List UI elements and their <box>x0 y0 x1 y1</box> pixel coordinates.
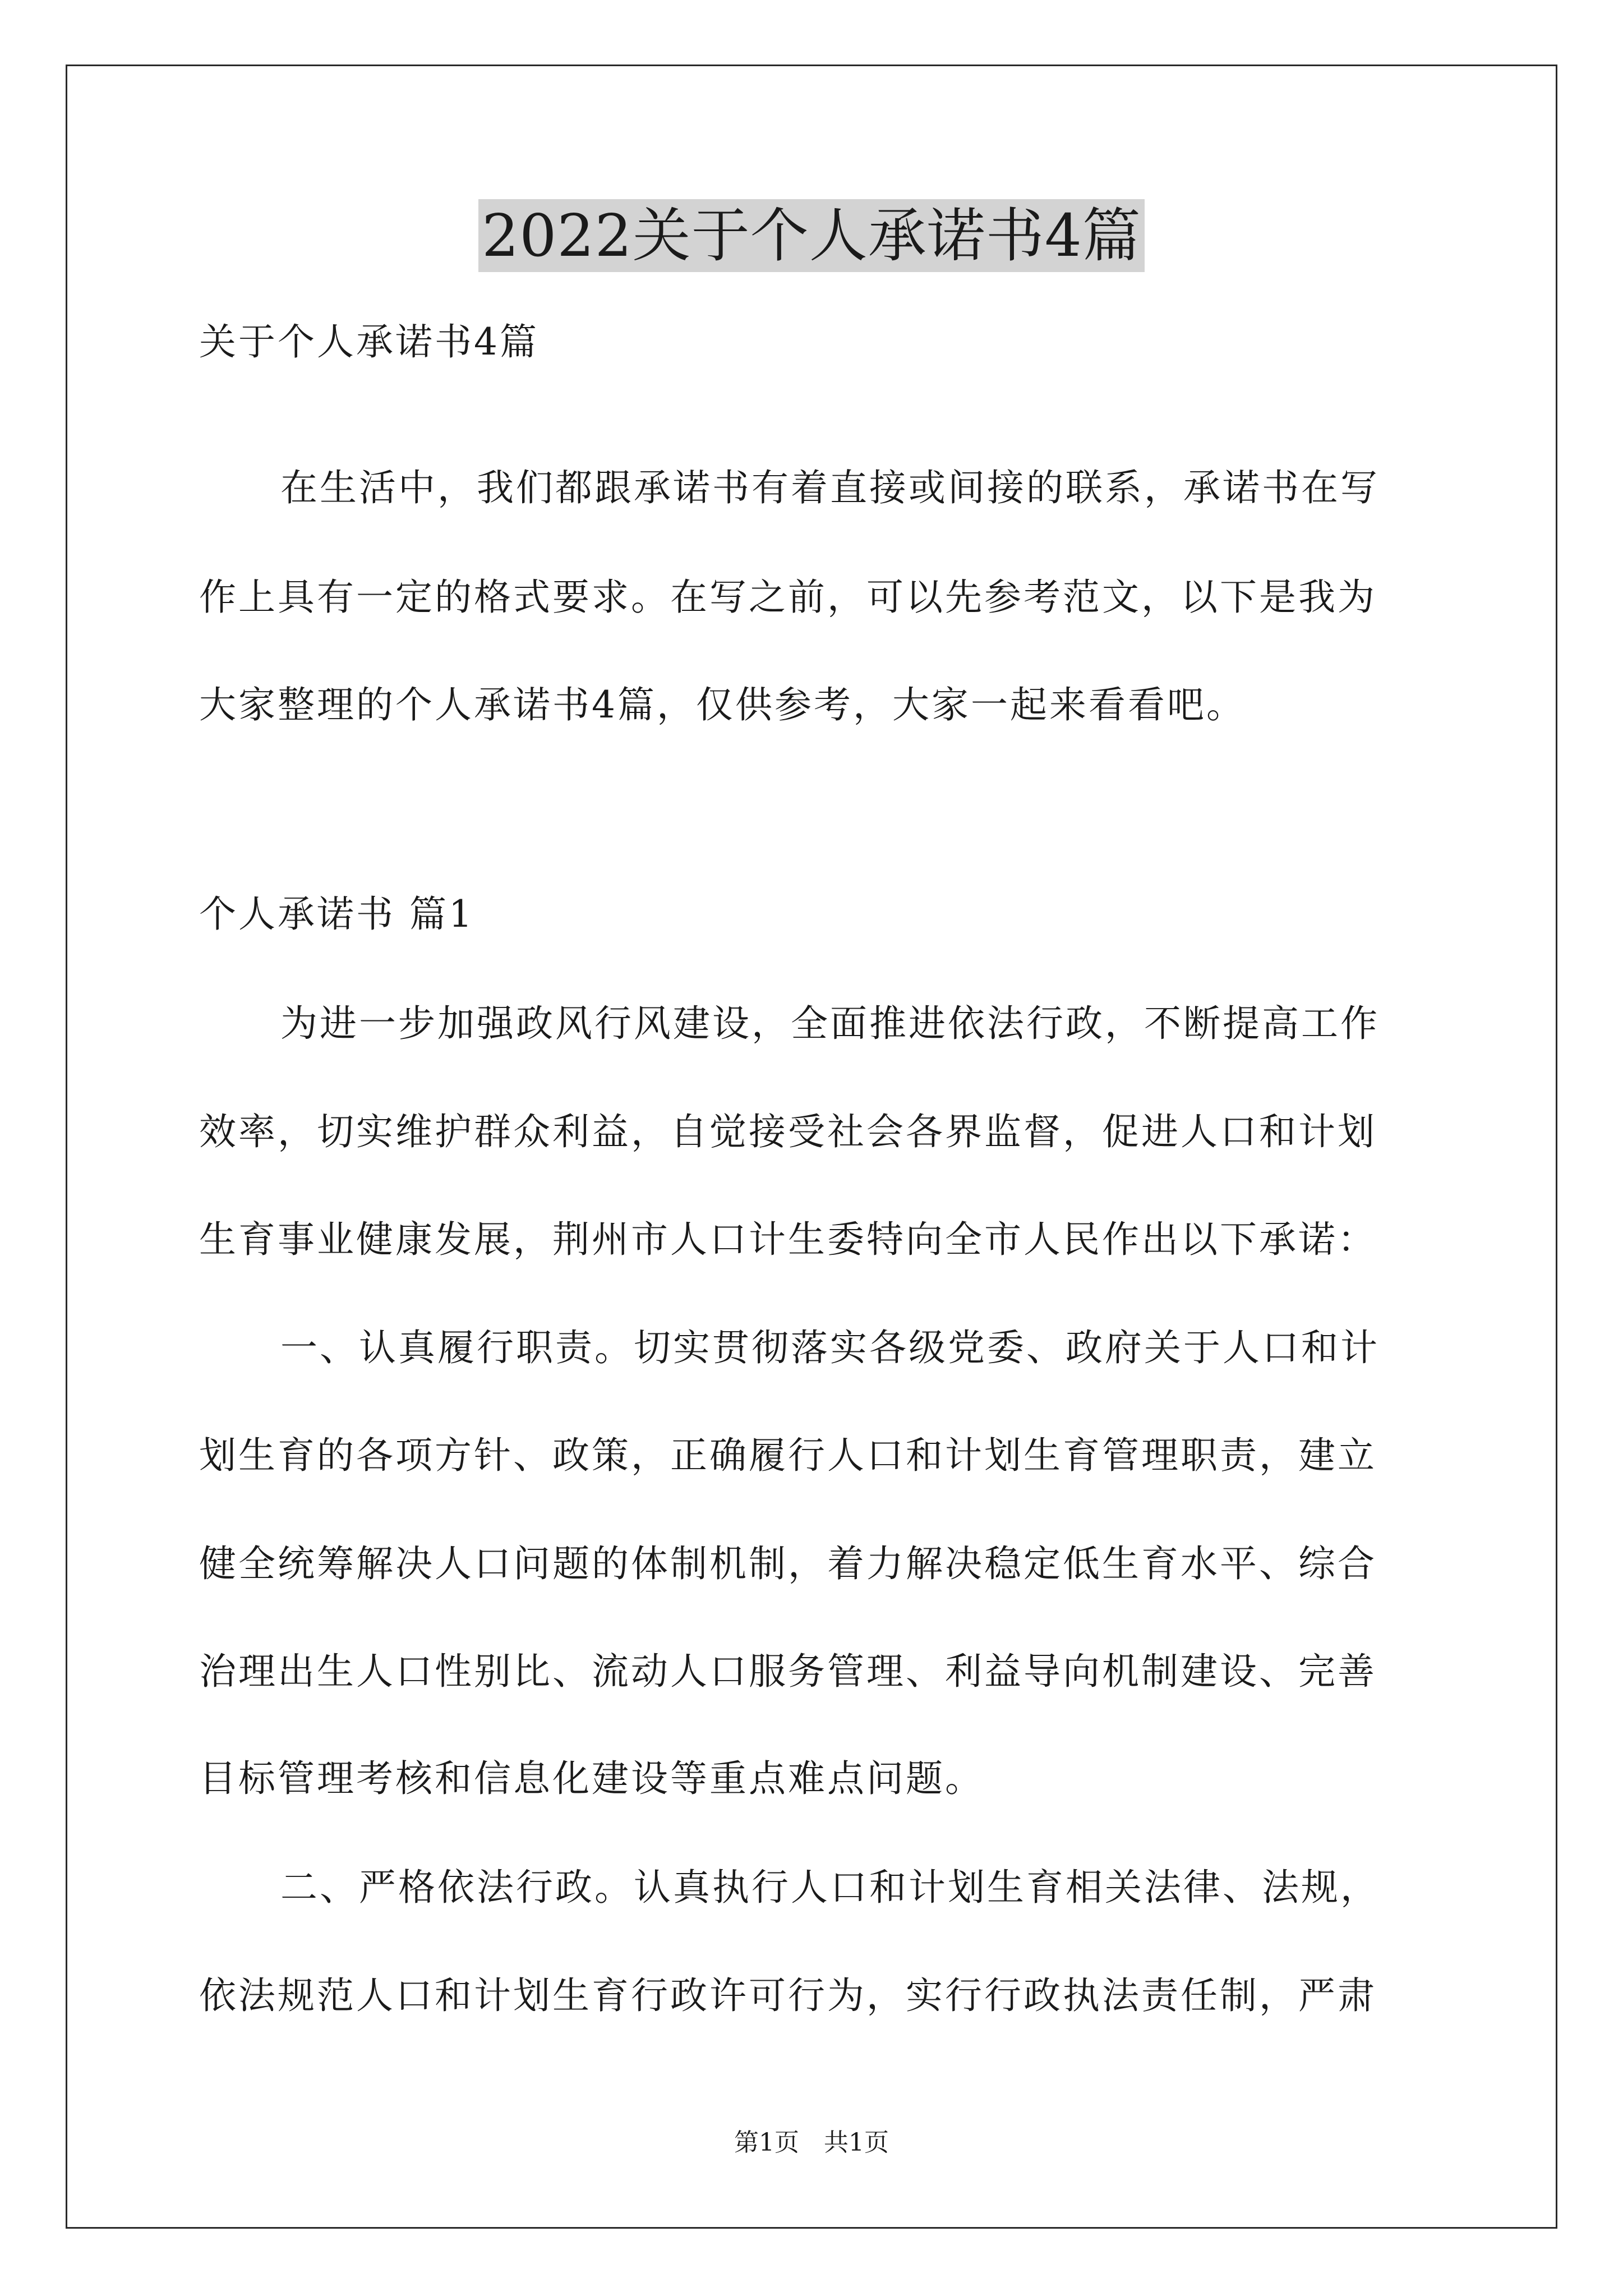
body-line: 一、认真履行职责。切实贯彻落实各级党委、政府关于人口和计 <box>280 1326 1380 1369</box>
body-line: 为进一步加强政风行风建设，全面推进依法行政，不断提高工作 <box>280 1002 1380 1045</box>
title-container <box>0 199 1623 272</box>
body-line: 效率，切实维护群众利益，自觉接受社会各界监督，促进人口和计划 <box>199 1110 1377 1153</box>
intro-line: 在生活中，我们都跟承诺书有着直接或间接的联系，承诺书在写 <box>280 466 1380 509</box>
body-line: 健全统筹解决人口问题的体制机制，着力解决稳定低生育水平、综合 <box>199 1542 1377 1585</box>
body-line: 目标管理考核和信息化建设等重点难点问题。 <box>199 1757 984 1800</box>
intro-line: 大家整理的个人承诺书4篇，仅供参考，大家一起来看看吧。 <box>199 683 1246 726</box>
body-line: 依法规范人口和计划生育行政许可行为，实行行政执法责任制，严肃 <box>199 1974 1377 2017</box>
body-line: 治理出生人口性别比、流动人口服务管理、利益导向机制建设、完善 <box>199 1650 1377 1693</box>
body-line: 生育事业健康发展，荆州市人口计生委特向全市人民作出以下承诺： <box>199 1218 1377 1261</box>
page-number-footer: 第1页 共1页 <box>734 2128 889 2157</box>
document-title: 2022关于个人承诺书4篇 <box>478 199 1145 272</box>
body-line: 二、严格依法行政。认真执行人口和计划生育相关法律、法规， <box>280 1866 1380 1909</box>
intro-line: 作上具有一定的格式要求。在写之前，可以先参考范文，以下是我为 <box>199 576 1377 619</box>
subtitle: 关于个人承诺书4篇 <box>199 320 539 364</box>
section-heading: 个人承诺书 篇1 <box>199 892 474 936</box>
body-line: 划生育的各项方针、政策，正确履行人口和计划生育管理职责，建立 <box>199 1434 1377 1477</box>
